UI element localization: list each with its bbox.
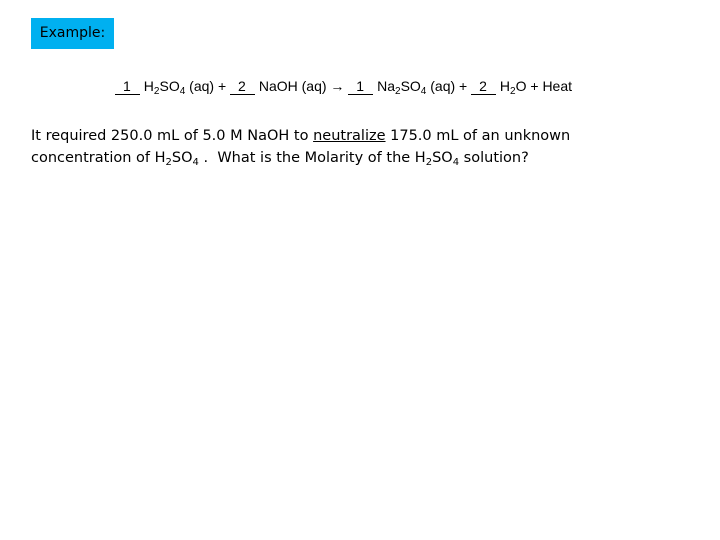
reaction-arrow: → <box>326 78 349 94</box>
subscript: 2 <box>165 157 172 168</box>
problem-statement <box>31 125 681 169</box>
formula-part: H <box>143 78 154 94</box>
problem-keyword: neutralize <box>313 128 386 144</box>
state-plus: (aq) + <box>185 78 231 94</box>
subscript: 2 <box>510 86 516 97</box>
subscript: 4 <box>192 157 199 168</box>
problem-text: solution? <box>459 150 529 166</box>
balanced-equation <box>115 76 572 96</box>
problem-text: It required 250.0 mL of 5.0 M NaOH to <box>31 128 314 144</box>
coefficient-na2so4: 1 <box>348 78 373 95</box>
state-plus: (aq) + <box>426 78 472 94</box>
problem-text: concentration of H <box>31 150 166 166</box>
problem-line-2 <box>31 147 681 169</box>
coefficient-h2o: 2 <box>471 78 496 95</box>
problem-text: 175.0 mL of an unknown <box>385 128 571 144</box>
formula-h2so4 <box>143 78 186 97</box>
subscript: 4 <box>452 157 460 168</box>
formula-part: SO <box>159 78 180 94</box>
formula-h2o <box>499 78 573 97</box>
formula-part: SO <box>400 78 421 94</box>
problem-line-1 <box>31 125 681 147</box>
problem-text: . What is the Molarity of the H <box>198 150 426 166</box>
formula-part: Na <box>377 78 395 94</box>
problem-text: SO <box>171 150 193 166</box>
example-label: Example: <box>31 18 114 49</box>
subscript: 2 <box>425 157 433 168</box>
coefficient-h2so4: 1 <box>115 78 140 95</box>
subscript: 4 <box>179 86 186 97</box>
formula-na2so4 <box>377 78 427 97</box>
formula-part: H <box>499 78 511 94</box>
subscript: 2 <box>395 86 401 97</box>
formula-naoh: NaOH (aq) <box>258 78 327 94</box>
coefficient-naoh: 2 <box>230 78 255 95</box>
formula-part: O + Heat <box>515 78 573 94</box>
subscript: 2 <box>153 86 160 97</box>
problem-text: SO <box>432 150 453 166</box>
subscript: 4 <box>420 86 427 97</box>
